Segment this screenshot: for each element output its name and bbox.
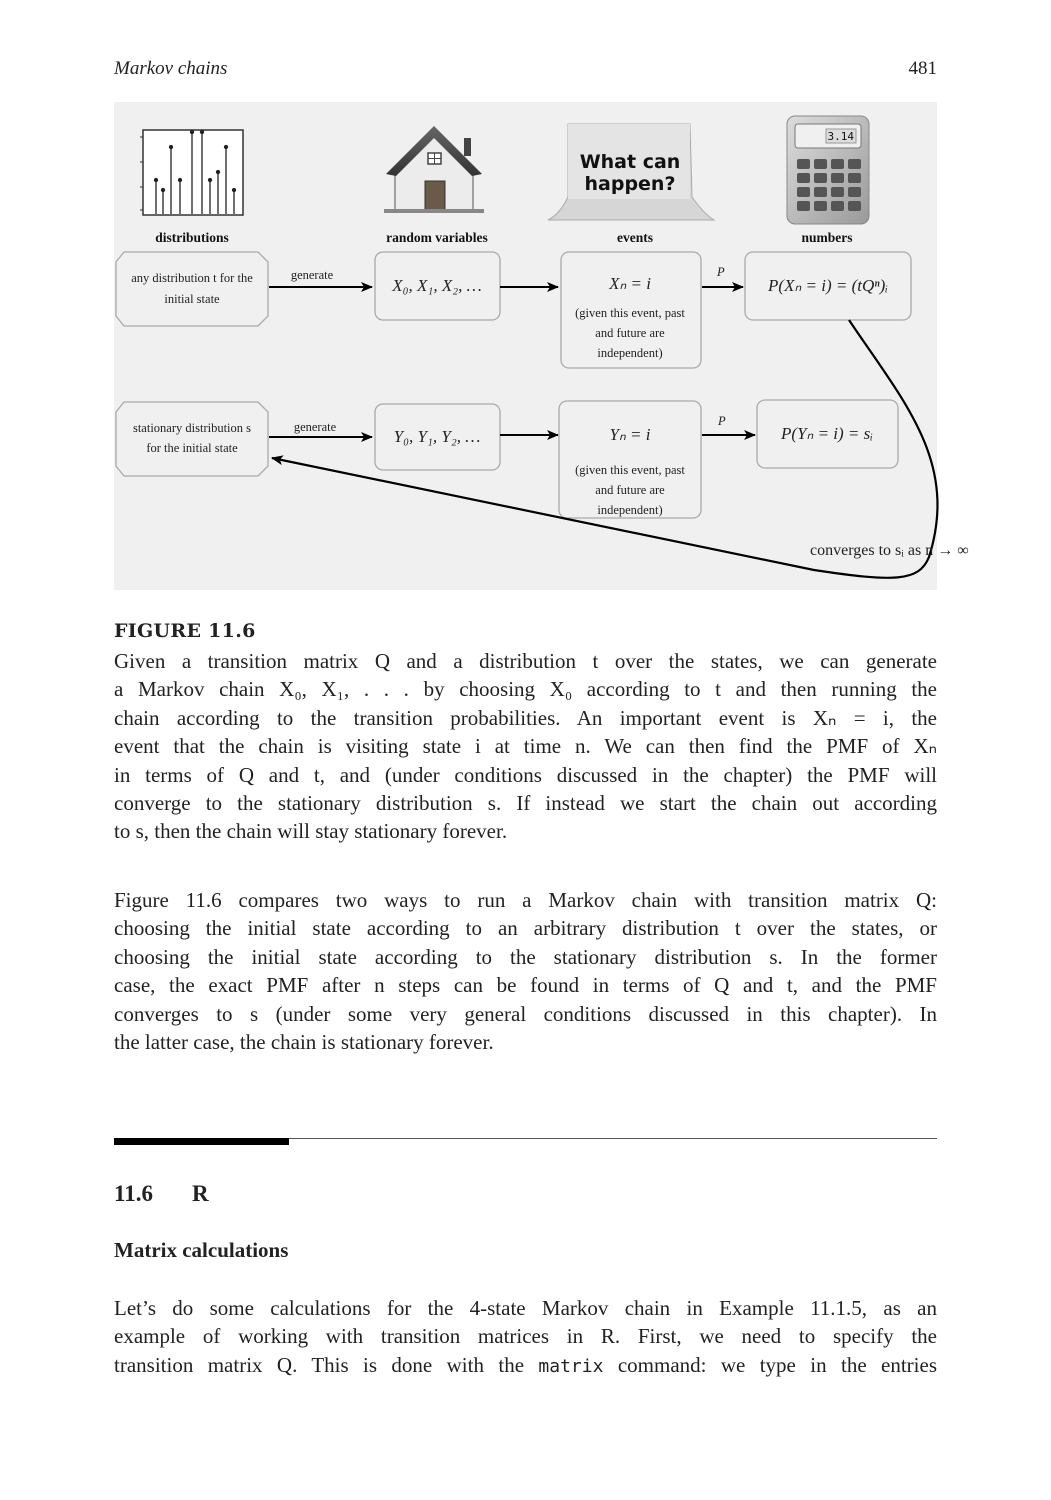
event-note-row2-line3: independent) [597,503,663,517]
sign-text-line-1: What can [579,151,681,173]
caption-line: Given a transition matrix Q and a distribution t over the states, we can generate [114,649,937,673]
caption-line: in terms of Q and t, and (under conditions discussed in the chapter) the PMF will [114,762,937,787]
generate-label-row1: generate [290,268,334,282]
intro-line [114,1351,937,1381]
p-label-row2: P [718,414,726,428]
intro-paragraph [114,1294,937,1381]
generate-label-row2: generate [293,420,337,434]
body-paragraph [114,886,937,1056]
start-box-row2 [116,402,268,476]
event-note-row2-line2: and future are [595,483,665,497]
column-label-distributions: distributions [155,230,229,245]
event-note-row1-line1: (given this event, past [575,306,685,320]
start-box-row1 [116,252,268,326]
start-box-row1-line2: initial state [164,292,220,306]
event-note-row1-line2: and future are [595,326,665,340]
start-box-row2-line1: stationary distribution s [132,421,252,435]
caption-line: a Markov chain X₀, X₁, . . . by choosing X₀ according to t and then running the [114,677,937,702]
figure-caption-text [114,647,937,846]
intro-line: example of working with transition matrices in R. First, we need to specify the [114,1324,937,1349]
house-icon [384,126,484,213]
sign-text-line-2: happen? [584,173,676,195]
caption-line: converge to the stationary distribution s. If instead we start the chain out according [114,791,937,816]
column-label-numbers: numbers [801,230,853,245]
section-number: 11.6 [114,1181,153,1206]
body-line: the latter case, the chain is stationary forever. [114,1030,494,1055]
code-matrix: matrix [538,1355,604,1377]
body-line: Figure 11.6 compares two ways to run a Markov chain with transition matrix Q: [114,888,937,912]
event-row1: Xₙ = i [609,274,651,293]
figure-caption-title: FIGURE 11.6 [114,620,256,642]
body-line: choosing the initial state according to the stationary distribution s. In the former [114,944,937,969]
number-row1: P(Xₙ = i) = (tQⁿ)ᵢ [768,276,888,295]
figure-11-6 [114,102,969,590]
subsection-title: Matrix calculations [114,1238,289,1262]
start-box-row1-line1: any distribution t for the [131,271,253,285]
event-note-row2-line1: (given this event, past [575,463,685,477]
intro-line: Let’s do some calculations for the 4-state Markov chain in Example 11.1.5, as an [114,1296,937,1320]
calculator-icon [787,116,869,224]
intro-line3-pre: transition matrix Q. This is done with the [114,1352,525,1377]
caption-line: to s, then the chain will stay stationary forever. [114,819,508,844]
start-box-row2-line2: for the initial state [146,441,238,455]
figure-diagram [114,102,969,590]
running-title: Markov chains [114,58,228,79]
distribution-chart-icon [140,130,243,215]
body-line: choosing the initial state according to an arbitrary distribution t over the states, or [114,916,937,941]
caption-line: event that the chain is visiting state i at time n. We can then find the PMF of Xₙ [114,734,937,759]
event-box-row2 [559,401,701,518]
number-row2: P(Yₙ = i) = sᵢ [781,424,873,443]
section-title: R [192,1181,209,1206]
column-label-events: events [617,230,653,245]
p-label-row1: P [717,265,725,279]
body-line: converges to s (under some very general conditions discussed in this chapter). In [114,1001,937,1026]
event-note-row1-line3: independent) [597,346,663,360]
rv-row2: Y₀, Y₁, Y₂, … [393,427,481,446]
intro-line3-post: command: we type in the entries [617,1352,937,1377]
event-row2: Yₙ = i [609,425,651,444]
column-label-random-variables: random variables [386,230,488,245]
calculator-display: 3.14 [827,130,854,143]
body-line: case, the exact PMF after n steps can be found in terms of Q and t, and the PMF [114,973,937,998]
caption-line: chain according to the transition probabilities. An important event is Xₙ = i, the [114,705,937,730]
section-rule-accent [114,1138,289,1145]
page-number: 481 [908,58,937,79]
converges-label: converges to sᵢ as n → ∞ [810,542,969,559]
rv-row1: X₀, X₁, X₂, … [392,276,482,295]
what-can-happen-sign-icon [548,124,714,220]
